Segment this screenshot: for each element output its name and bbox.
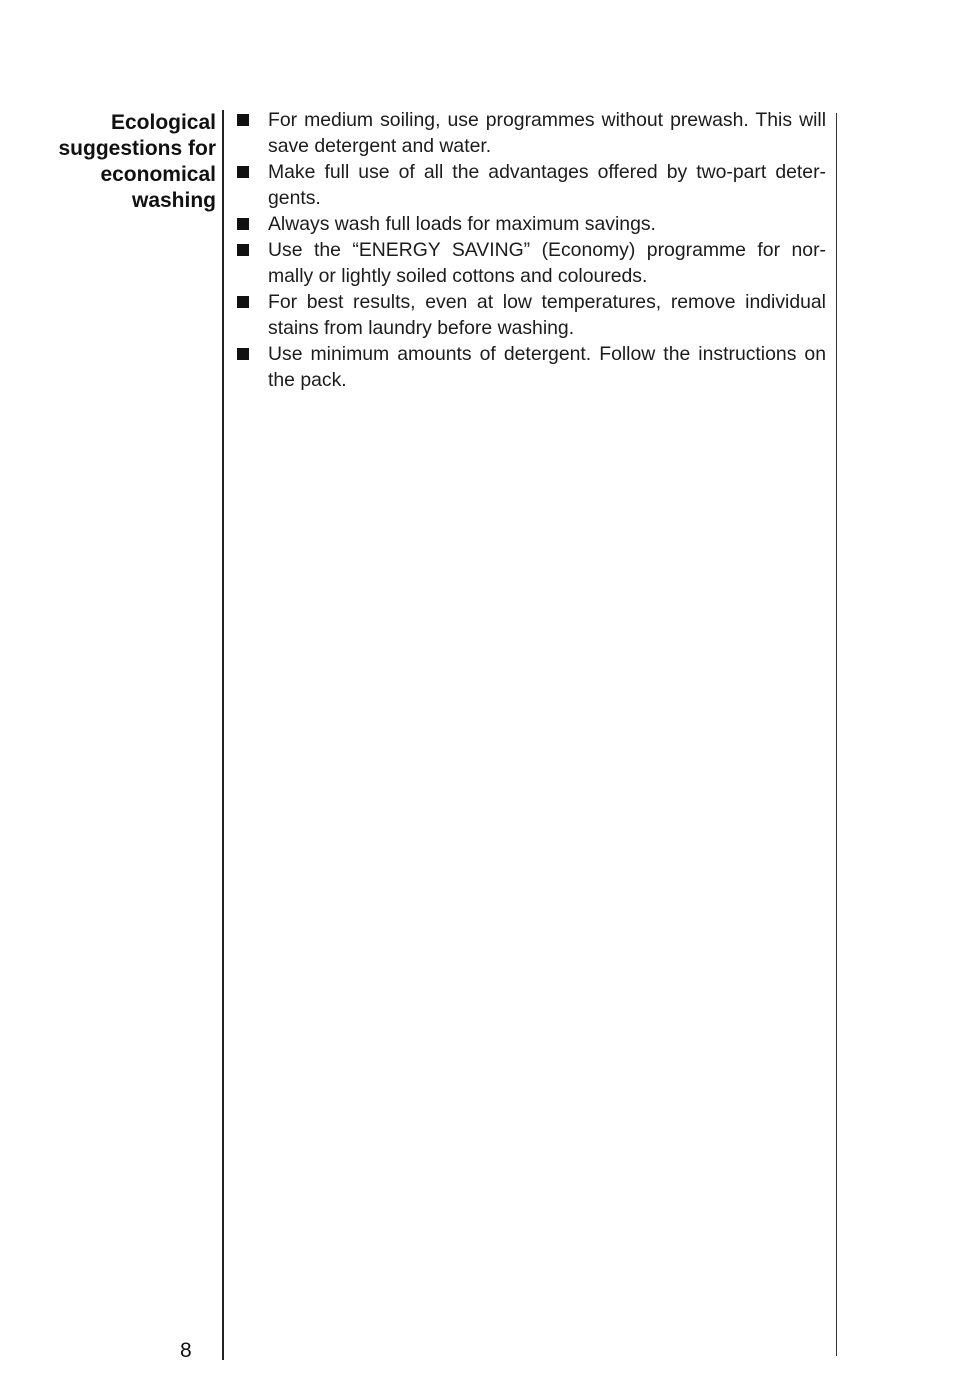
suggestions-list — [236, 107, 826, 393]
list-item-text: Always wash full loads for maximum savings. — [268, 213, 656, 235]
left-column-rule — [222, 110, 224, 1360]
square-bullet-icon — [237, 218, 249, 230]
page-number: 8 — [180, 1339, 192, 1362]
list-item — [236, 211, 826, 237]
suggestions-content — [236, 107, 826, 393]
square-bullet-icon — [237, 114, 249, 126]
list-item — [236, 237, 826, 289]
square-bullet-icon — [237, 244, 249, 256]
square-bullet-icon — [237, 296, 249, 308]
square-bullet-icon — [237, 166, 249, 178]
list-item-text: Use minimum amounts of detergent. Follow the instructions on the pack. — [268, 343, 826, 391]
list-item — [236, 107, 826, 159]
square-bullet-icon — [237, 348, 249, 360]
list-item-text: Make full use of all the advantages offered by two-part deter-gents. — [268, 161, 826, 209]
list-item — [236, 289, 826, 341]
list-item-text: For best results, even at low temperatures, remove individual stains from laundry before washing. — [268, 291, 826, 339]
list-item-text: For medium soiling, use programmes without prewash. This will save detergent and water. — [268, 109, 826, 157]
list-item-text: Use the “ENERGY SAVING” (Economy) programme for nor-mally or lightly soiled cottons and coloureds. — [268, 239, 826, 287]
list-item — [236, 341, 826, 393]
section-heading-line: washing — [131, 189, 216, 212]
section-heading-line: suggestions for — [58, 137, 216, 160]
section-heading-line: Ecological — [110, 111, 216, 134]
section-heading — [20, 110, 216, 214]
right-column-rule — [836, 113, 837, 1356]
list-item — [236, 159, 826, 211]
section-heading-line: economical — [100, 163, 216, 186]
